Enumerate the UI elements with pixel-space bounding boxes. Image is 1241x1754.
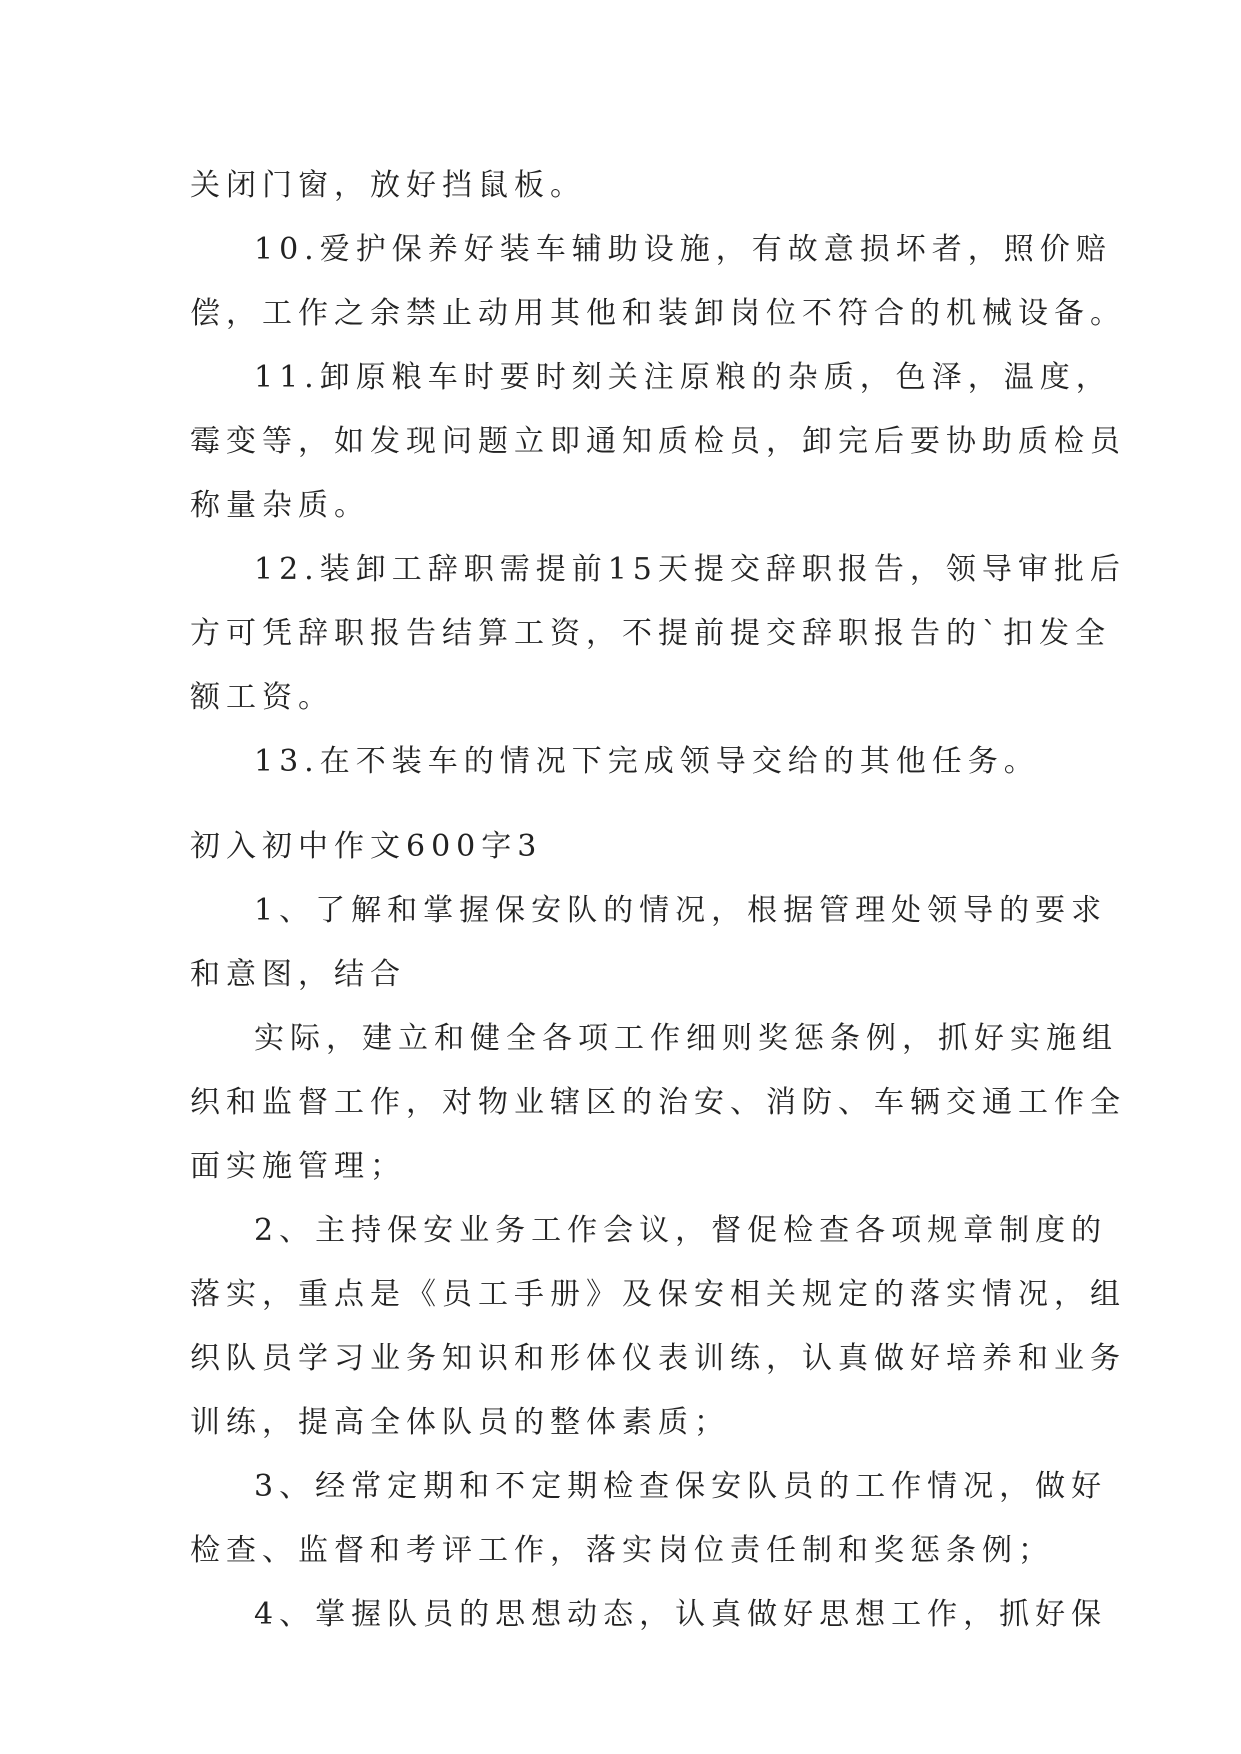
paragraphs-part-1	[190, 154, 1126, 794]
text-line: 实际，建立和健全各项工作细则奖惩条例，抓好实施组	[254, 1021, 1118, 1056]
text-line: 11.卸原粮车时要时刻关注原粮的杂质，色泽，温度，	[254, 360, 1112, 395]
text-line: 12.装卸工辞职需提前15天提交辞职报告，领导审批后	[254, 552, 1126, 587]
paragraphs-part-2	[190, 879, 1126, 1647]
text-line: 额工资。	[190, 680, 334, 715]
text-line: 织队员学习业务知识和形体仪表训练，认真做好培养和业务	[190, 1341, 1126, 1376]
text-line: 偿，工作之余禁止动用其他和装卸岗位不符合的机械设备。	[190, 296, 1126, 331]
text-line: 训练，提高全体队员的整体素质；	[190, 1405, 730, 1440]
text-line: 方可凭辞职报告结算工资，不提前提交辞职报告的`扣发全	[190, 616, 1111, 651]
text-line: 关闭门窗，放好挡鼠板。	[190, 168, 586, 203]
text-line: 霉变等，如发现问题立即通知质检员，卸完后要协助质检员	[190, 424, 1126, 459]
section-title-block	[190, 815, 1070, 879]
text-line: 3、经常定期和不定期检查保安队员的工作情况，做好	[254, 1469, 1108, 1504]
text-line: 织和监督工作，对物业辖区的治安、消防、车辆交通工作全	[190, 1085, 1126, 1120]
text-line: 落实，重点是《员工手册》及保安相关规定的落实情况，组	[190, 1277, 1126, 1312]
text-line: 4、掌握队员的思想动态，认真做好思想工作，抓好保	[254, 1597, 1108, 1632]
text-line: 检查、监督和考评工作，落实岗位责任制和奖惩条例；	[190, 1533, 1054, 1568]
text-line: 1、了解和掌握保安队的情况，根据管理处领导的要求	[254, 893, 1108, 928]
text-line: 和意图，结合	[190, 957, 406, 992]
text-line: 10.爱护保养好装车辅助设施，有故意损坏者，照价赔	[254, 232, 1112, 267]
text-line: 2、主持保安业务工作会议，督促检查各项规章制度的	[254, 1213, 1108, 1248]
text-line: 称量杂质。	[190, 488, 370, 523]
section-title: 初入初中作文600字3	[190, 829, 543, 864]
text-line: 面实施管理；	[190, 1149, 406, 1184]
text-line: 13.在不装车的情况下完成领导交给的其他任务。	[254, 744, 1040, 779]
